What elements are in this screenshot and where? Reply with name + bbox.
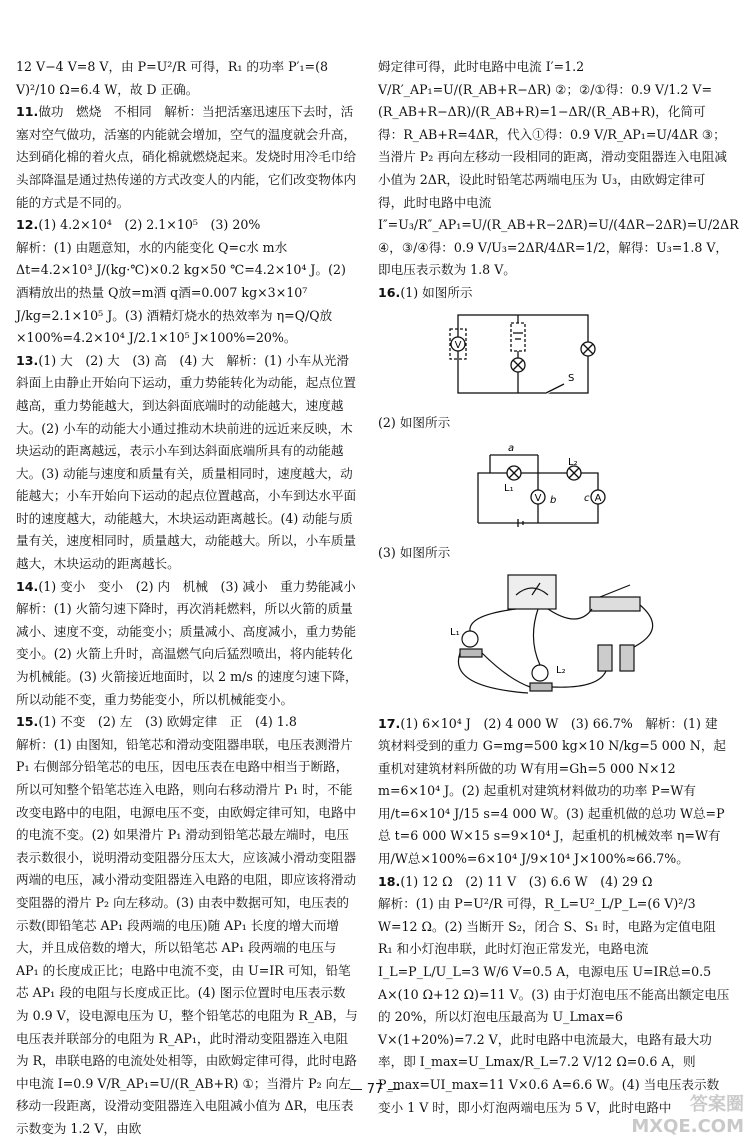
answer-text: (1) 6×10⁴ J (2) 4 000 W (3) 66.7% 解析：(1) 建筑材料受到的重力 G=mg=500 kg×10 N/kg=5 000 N，起重机对建筑材料所做的功 W有用=Gh=5 000 N×12 m=6×10⁴ J。(2) 起重机对建筑材料做功的功率 P=W有用/t=6×10⁴ J/15 s=4 000 W。(3) 起重机做的总功 W总=P总 t=6 000 W×15 s=9×10⁴ J，起重机的机械效率 η=W有用/W总×100%=6×10⁴ J/9×10⁴ J×100%≈66.7%。 bbox=[378, 715, 727, 867]
terminal-label-c: c bbox=[584, 492, 590, 504]
answer-text: (1) 如图所示 bbox=[400, 284, 473, 300]
analysis-text: 解析：(1) 由图知，铅笔芯和滑动变阻器串联，电压表测滑片 P₁ 右侧部分铅笔芯的电压，因电压表在电路中相当于断路，所以可知整个铅笔芯连入电路，则向右移动滑片 P₁ 时，不能改变电路中的电阻，电源电压不变，由欧姆定律可知，电路中的电流不变。(2) 如果滑片 P₁ 滑动到铅笔芯最左端时，电压表示数很小，说明滑动变阻器分压太大，应该减小滑动变阻器两端的电压，减小滑动变阻器连入电路的电阻，即应该将滑动变阻器的滑片 P₂ 向左移动。(3) 由表中数据可知，电压表的示数(即铅笔芯 AP₁ 段两端的电压)随 AP₁ 长度的增大而增大，并且成倍数的增大，所以铅笔芯 AP₁ 段两端的电压与 AP₁ 的长度成正比；电路中电流不变，由 U=IR 可知，铅笔芯 AP₁ 段的电阻与长度成正比。(4) 图示位置时电压表示数为 0.9 V，设电源电压为 U，整个铅笔芯的电阻为 R_AB，与电压表并联部分的电阻为 R_AP₁，此时滑动变阻器连入电阻为 R，串联电路的电流处处相等，由欧姆定律可得，此时电路中电流 I=0.9 V/R_AP₁=U/(R_AB+R) ①；当滑片 P₂ 向左移动一段距离，设滑动变阻器连入电阻减小值为 ΔR，电压表示数变为 1.2 V，由欧 bbox=[16, 736, 358, 1136]
answer-text: (2) 如图所示 bbox=[378, 415, 451, 431]
answer-text: (1) 4.2×10⁴ (2) 2.1×10⁵ (3) 20% bbox=[38, 217, 261, 233]
question-number: 11. bbox=[16, 104, 39, 120]
question-number: 13. bbox=[16, 352, 39, 368]
answer-text: 姆定律可得，此时电路中电流 I′=1.2 V/R′_AP₁=U/(R_AB+R−ΔR) ②；②/①得：0.9 V/1.2 V=(R_AB+R−ΔR)/(R_AB+R)=1−ΔR/(R_AB+R)，化简可得：R_AB+R=4ΔR，代入①得：0.9 V/R_AP₁=U/4ΔR ③；当滑片 P₂ 再向左移动一段相同的距离，滑动变阻器连入电阻减小值为 2ΔR，设此时铅笔芯两端电压为 U₃，由欧姆定律可得，此时电路中电流 I″=U₃/R″_AP₁=U/(R_AB+R−2ΔR)=U/(4ΔR−2ΔR)=U/2ΔR ④，③/④得：0.9 V/U₃=2ΔR/4ΔR=1/2，解得：U₃=1.8 V，即电压表示数为 1.8 V。 bbox=[378, 59, 739, 278]
answer-16 bbox=[378, 282, 730, 406]
analysis-text: 解析：(1) 由 P=U²/R 可得，R_L=U²_L/P_L=(6 V)²/3 W=12 Ω。(2) 当断开 S₂，闭合 S、S₁ 时，电路为定值电阻 R₁ 和小灯泡串联，此时灯泡正常发光，电路电流 I_L=P_L/U_L=3 W/6 V=0.5 A，电源电压 U=IR总=0.5 A×(10 Ω+12 Ω)=11 V。(3) 由于灯泡电压不能高出额定电压的 20%，所以灯泡电压最高为 U_Lmax=6 V×(1+20%)=7.2 V，此时电路中电流最大，电路有最大功率，即 I_max=U_Lmax/R_L=7.2 V/12 Ω=0.6 A，则 P_max=UI_max=11 V×0.6 A=6.6 W。(4) 当电压表示数变小 1 V 时，即小灯泡两端电压为 5 V，此时电路中 bbox=[378, 896, 730, 1115]
answer-text: 12 V−4 V=8 V，由 P=U²/R 可得，R₁ 的功率 P′₁=(8 V)²/10 Ω=6.4 W，故 D 正确。 bbox=[16, 59, 329, 97]
lamp-label-l2: L₂ bbox=[556, 664, 566, 676]
analysis-text: 解析：(1) 由题意知，水的内能变化 Q=c水 m水 Δt=4.2×10³ J/(kg·℃)×0.2 kg×50 ℃=4.2×10⁴ J。(2) 酒精放出的热量 Q放=m酒 q酒=0.007 kg×3×10⁷ J/kg=2.1×10⁵ J。(3) 酒精灯烧水的热效率为 η=Q/Q放×100%=4.2×10⁴ J/2.1×10⁵ J×100%=20%。 bbox=[16, 239, 346, 346]
circuit-diagram-2 bbox=[378, 439, 730, 529]
answer-continued-15 bbox=[378, 56, 739, 282]
question-number: 16. bbox=[378, 284, 401, 300]
answer-12 bbox=[16, 214, 358, 350]
answer-16-3 bbox=[378, 542, 730, 706]
question-number: 14. bbox=[16, 578, 39, 594]
voltmeter-label: V bbox=[534, 492, 542, 504]
answer-text: (1) 大 (2) 大 (3) 高 (4) 大 解析：(1) 小车从光滑斜面上由静止开始向下运动，重力势能转化为动能，起点位置越高，重力势能越大，到达斜面底端时的动能越大，速度越大。(2) 小车的动能大小通过推动木块前进的远近来反映，木块运动的距离越远，表示小车到达斜面底端所具有的动能越大。(3) 动能与速度和质量有关，质量相同时，速度越大，动能越大；小车开始向下运动的起点位置越高，小车到达水平面时的速度越大，动能越大，木块运动距离越长。(4) 动能与质量有关，速度相同时，质量越大，动能越大。所以，小车质量越大，木块运动的距离越长。 bbox=[16, 352, 357, 572]
page-number: — 77 — bbox=[349, 1082, 401, 1097]
lamp-label-l1: L₁ bbox=[450, 626, 460, 638]
voltmeter-label: V bbox=[454, 339, 462, 351]
circuit-figure-1 bbox=[378, 309, 730, 407]
left-column bbox=[16, 56, 369, 1141]
terminal-label-a: a bbox=[508, 442, 515, 454]
answer-text: (1) 12 Ω (2) 11 V (3) 6.6 W (4) 29 Ω bbox=[400, 873, 653, 889]
answer-text: (3) 如图所示 bbox=[378, 545, 451, 561]
answer-text: (1) 不变 (2) 左 (3) 欧姆定律 正 (4) 1.8 bbox=[38, 714, 297, 730]
answer-continued-10 bbox=[16, 56, 358, 101]
answer-16-2 bbox=[378, 412, 730, 536]
watermark-logo: 答案圈 MXQE.COM bbox=[631, 1094, 744, 1137]
physical-circuit-drawing bbox=[378, 569, 730, 699]
switch-label: S bbox=[568, 372, 575, 384]
lamp-label-l1: L₁ bbox=[504, 482, 514, 494]
answer-text: 做功 燃烧 不相同 解析：当把活塞迅速压下去时，活塞对空气做功，活塞的内能就会增加，空气的温度就会升高，达到硝化棉的着火点，硝化棉就燃烧起来。发烧时用冷毛巾给头部降温是通过热传递的方式改变人的内能，它们改变物体内能的方式是不同的。 bbox=[16, 104, 357, 210]
circuit-figure-2 bbox=[378, 439, 730, 537]
lamp-label-l2: L₂ bbox=[568, 456, 578, 468]
question-number: 18. bbox=[378, 873, 401, 889]
circuit-diagram-1 bbox=[378, 309, 730, 399]
answer-text: (1) 变小 变小 (2) 内 机械 (3) 减小 重力势能减小 解析：(1) 火箭匀速下降时，再次消耗燃料，所以火箭的质量减小、速度不变，动能变小；质量减小、高度减小，重力势能变小。(2) 火箭上升时，高温燃气向后猛烈喷出，将内能转化为机械能。(3) 火箭接近地面时，以 2 m/s 的速度匀速下降，所以动能不变，重力势能变小，所以机械能变小。 bbox=[16, 578, 369, 707]
question-number: 17. bbox=[378, 715, 401, 731]
terminal-label-b: b bbox=[550, 494, 557, 506]
answer-14 bbox=[16, 576, 369, 712]
answer-13 bbox=[16, 350, 358, 576]
answer-11 bbox=[16, 101, 358, 214]
ammeter-label: A bbox=[594, 492, 602, 504]
question-number: 15. bbox=[16, 714, 39, 730]
answer-15 bbox=[16, 711, 358, 1140]
answer-17 bbox=[378, 713, 730, 871]
right-column bbox=[378, 56, 739, 1119]
circuit-figure-3 bbox=[378, 569, 730, 707]
question-number: 12. bbox=[16, 217, 39, 233]
